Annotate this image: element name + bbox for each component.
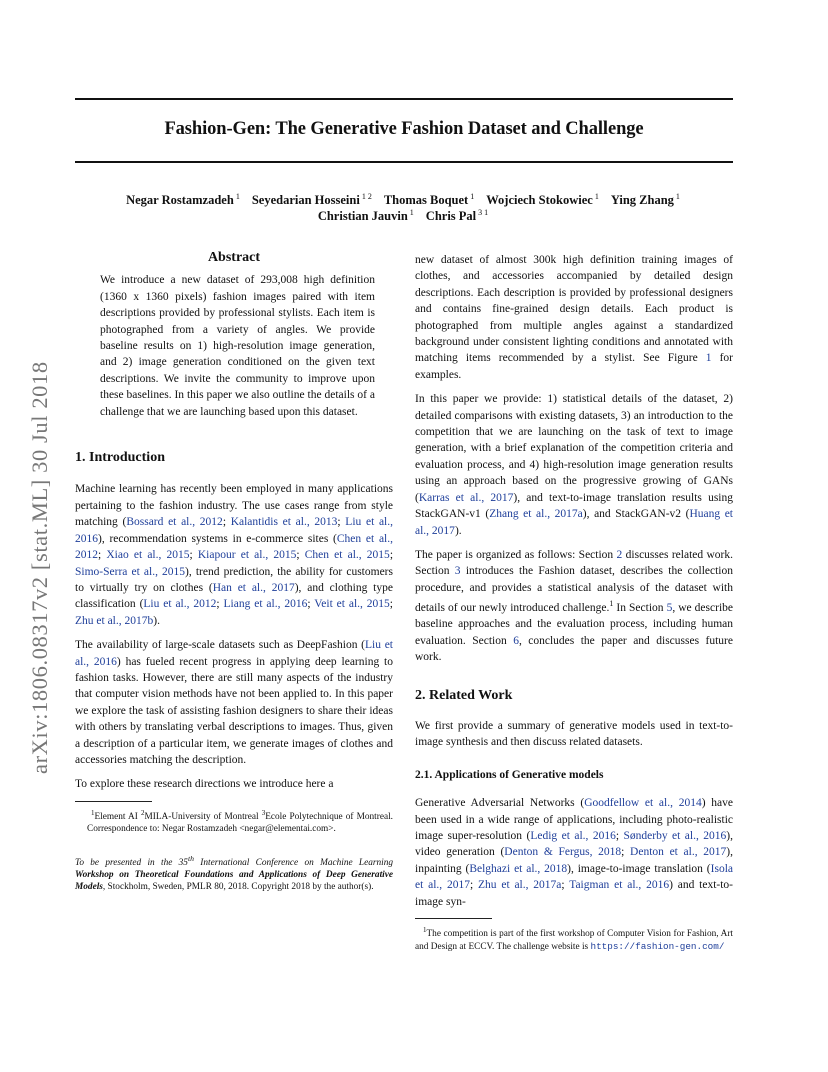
citation-link[interactable]: Denton et al., 2017 xyxy=(630,846,727,859)
section-heading-introduction: 1. Introduction xyxy=(75,450,165,466)
text-run: ; xyxy=(615,830,624,843)
arxiv-stamp: arXiv:1806.08317v2 [stat.ML] 30 Jul 2018 xyxy=(27,361,52,774)
author-name: Chris Pal xyxy=(425,209,477,224)
author-list-line-1 xyxy=(60,192,748,208)
text-run: ; xyxy=(216,598,224,611)
text-run: ), image-to-image translation ( xyxy=(567,862,711,875)
text-run: In Section xyxy=(613,601,667,614)
author-affiliation-mark: 3 1 xyxy=(478,208,489,217)
competition-footnote xyxy=(415,925,733,954)
related-paragraph-1: We first provide a summary of generative models used in text-to-image synthesis and then discuss related datasets. xyxy=(415,719,733,749)
text-run: ) has fueled recent progress in applying deep learning to fashion tasks. However, there are still many aspects of the industry that computer vision methods have not been applied to. In this paper we explore the task of assisting fashion designers to share their ideas with others by translating verbal descriptions to images. Thus, given a description of a particular item, we generate images of clothes and accessories matching the description. xyxy=(75,655,393,766)
affiliation-footnote xyxy=(75,808,393,836)
citation-link[interactable]: Liang et al., 2016 xyxy=(223,598,308,611)
right-paragraph-1 xyxy=(415,252,733,383)
text-run: Generative Adversarial Networks ( xyxy=(415,797,585,810)
author-list-line-2 xyxy=(60,208,748,224)
affiliation-text: Ecole Polytechnique of Montreal. Correspondence to: Negar Rostamzadeh <negar@elementai.com>. xyxy=(87,811,393,834)
citation-link[interactable]: Chen et al., 2015 xyxy=(304,549,390,562)
author-name: Thomas Boquet xyxy=(383,193,469,208)
affiliation-mark: 1 xyxy=(91,808,95,817)
footnote-rule xyxy=(75,801,152,802)
text-run: ), and clothing type classification ( xyxy=(75,581,393,611)
footnote-rule-right xyxy=(415,918,492,919)
text-run: introduces the Fashion dataset, describes the collection procedure, and provides a statistical analysis of the dataset with details of our newly introduced challenge. xyxy=(415,565,733,614)
citation-link[interactable]: Denton & Fergus, 2018 xyxy=(504,846,622,859)
intro-paragraph-2 xyxy=(75,637,393,768)
text-run: , concludes the paper and discusses future work. xyxy=(415,634,733,664)
competition-footnote-text: The competition is part of the first workshop of Computer Vision for Fashion, Art and Design at ECCV. The challenge website is xyxy=(415,929,733,952)
related-paragraph-2 xyxy=(415,795,733,910)
footnote-mark: 1 xyxy=(423,926,427,935)
citation-link[interactable]: Belghazi et al., 2018 xyxy=(469,862,568,875)
text-run: discusses related work. Section xyxy=(415,548,733,578)
left-column xyxy=(75,250,393,894)
citation-link[interactable]: 2 xyxy=(616,548,623,561)
text-run: ) and text-to-image syn- xyxy=(415,879,733,908)
citation-link[interactable]: Kalantidis et al., 2013 xyxy=(230,516,338,529)
citation-link[interactable]: Isola et al., 2017 xyxy=(415,862,733,892)
citation-link[interactable]: Sønderby et al., 2016 xyxy=(623,830,727,843)
citation-link[interactable]: Simo-Serra et al., 2015 xyxy=(75,565,186,578)
text-run: The availability of large-scale datasets such as DeepFashion ( xyxy=(75,639,366,652)
abstract-heading: Abstract xyxy=(207,250,261,265)
challenge-website-link[interactable]: https://fashion-gen.com/ xyxy=(590,940,725,952)
author-affiliation-mark: 1 xyxy=(409,208,414,217)
citation-link[interactable]: 5 xyxy=(666,601,673,614)
text-run: ). xyxy=(153,614,160,627)
affiliation-mark: 2 xyxy=(140,808,145,817)
right-paragraph-3 xyxy=(415,547,733,666)
right-column xyxy=(415,252,733,954)
intro-paragraph-3: To explore these research directions we introduce here a xyxy=(75,778,334,791)
citation-link[interactable]: 6 xyxy=(513,634,519,647)
conference-note-mid: International Conference on Machine Learning xyxy=(193,858,393,869)
citation-link[interactable]: Han et al., 2017 xyxy=(212,581,295,594)
footnote-ref[interactable]: 1 xyxy=(609,599,614,609)
text-run: ; xyxy=(296,549,305,562)
conference-note-workshop: Workshop on Theoretical Foundations and Applications of Deep Generative Models xyxy=(75,870,393,893)
citation-link[interactable]: Xiao et al., 2015 xyxy=(106,549,190,562)
author-name: Seyedarian Hosseini xyxy=(251,193,360,208)
conference-note xyxy=(75,853,393,893)
text-run: Machine learning has recently been employed in many applications pertaining to the fashion industry. The use cases range from style matching ( xyxy=(75,483,393,529)
affiliation-text: Element AI xyxy=(94,811,141,822)
conference-note-post: , Stockholm, Sweden, PMLR 80, 2018. Copyright 2018 by the author(s). xyxy=(102,882,374,893)
text-run: ) have been used in a wide range of applications, including photo-realistic image super-resolution ( xyxy=(415,797,733,843)
citation-link[interactable]: Bossard et al., 2012 xyxy=(126,516,223,529)
text-run: ; xyxy=(469,879,478,892)
subsection-heading-applications: 2.1. Applications of Generative models xyxy=(415,768,604,781)
text-run: , we describe baseline approaches and the evaluation process, including human evaluation. Section xyxy=(415,601,733,647)
citation-link[interactable]: Liu et al., 2016 xyxy=(75,516,393,545)
text-run: ; xyxy=(337,516,346,529)
citation-link[interactable]: Kiapour et al., 2015 xyxy=(197,549,297,562)
section-heading-related-work: 2. Related Work xyxy=(415,687,513,703)
citation-link[interactable]: Liu et al., 2012 xyxy=(143,598,217,611)
intro-paragraph-1 xyxy=(75,481,393,629)
affiliation-text: MILA-University of Montreal xyxy=(144,811,262,822)
citation-link[interactable]: Zhu et al., 2017b xyxy=(75,614,154,627)
text-run: new dataset of almost 300k high definition training images of clothes, and accessories accompanied by detailed design descriptions. Each description is provided by professional designers and contains fine-grained design details. Each product is photographed from multiple angles against a standardized background under consistent lighting conditions and annotated with matching items recommended by a stylist. See Figure xyxy=(415,254,733,365)
text-run: ; xyxy=(621,846,631,859)
abstract-text: We introduce a new dataset of 293,008 high definition (1360 x 1360 pixels) fashion images paired with item descriptions provided by professional stylists. Each item is photographed from a variety of angles. We provide baseline results on 1) high-resolution image generation, and 2) image generation conditioned on the given text descriptions. We invite the community to improve upon these baselines. In this paper we also outline the details of a challenge that we are launching based upon this dataset. xyxy=(100,274,375,418)
title-bottom-rule xyxy=(75,161,733,163)
author-affiliation-mark: 1 2 xyxy=(361,192,372,201)
text-run: ), recommendation systems in e-commerce sites ( xyxy=(98,532,337,545)
citation-link[interactable]: Zhang et al., 2017a xyxy=(489,508,583,521)
citation-link[interactable]: Liu et al., 2016 xyxy=(75,639,393,668)
text-run: ; xyxy=(389,598,393,611)
citation-link[interactable]: Karras et al., 2017 xyxy=(418,491,514,504)
conference-note-sup: th xyxy=(187,854,194,864)
author-name: Negar Rostamzadeh xyxy=(126,193,234,208)
text-run: The paper is organized as follows: Section xyxy=(415,548,617,561)
author-affiliation-mark: 1 xyxy=(470,192,475,201)
text-run: ; xyxy=(561,879,570,892)
citation-link[interactable]: Huang et al., 2017 xyxy=(415,508,733,537)
text-run: ; xyxy=(389,549,394,562)
author-affiliation-mark: 1 xyxy=(235,192,240,201)
affiliation-mark: 3 xyxy=(261,808,266,817)
text-run: ). xyxy=(454,524,462,537)
text-run: ), trend prediction, the ability for customers to virtually try on clothes ( xyxy=(75,565,393,594)
author-affiliation-mark: 1 xyxy=(594,192,599,201)
text-run: ), video generation ( xyxy=(415,830,733,859)
text-run: ; xyxy=(307,598,315,611)
text-run: In this paper we provide: 1) statistical details of the dataset, 2) detailed comparisons with existing datasets, 3) an introduction to the competition that we are launching on the task of text to image generation, with a brief explanation of the competition criteria and evaluation process, and 4) high-resolution image generation results using an approach based on the progressive growing of GANs ( xyxy=(415,393,733,504)
citation-link[interactable]: 1 xyxy=(705,352,712,365)
text-run: ; xyxy=(98,549,107,562)
citation-link[interactable]: Ledig et al., 2016 xyxy=(530,830,616,843)
citation-link[interactable]: 3 xyxy=(454,565,461,578)
citation-link[interactable]: Veit et al., 2015 xyxy=(314,598,390,611)
conference-note-pre: To be presented in the 35 xyxy=(75,858,188,869)
citation-link[interactable]: Zhu et al., 2017a xyxy=(478,879,562,892)
text-run: ), and text-to-image translation results using StackGAN-v1 ( xyxy=(415,491,733,521)
paper-title: Fashion-Gen: The Generative Fashion Dataset and Challenge xyxy=(164,119,644,139)
author-name: Christian Jauvin xyxy=(317,209,408,224)
text-run: ), inpainting ( xyxy=(415,846,734,875)
text-run: for examples. xyxy=(415,352,733,381)
text-run: ; xyxy=(189,549,198,562)
right-paragraph-2 xyxy=(415,391,733,539)
author-name: Ying Zhang xyxy=(610,193,674,208)
text-run: ), and StackGAN-v2 ( xyxy=(582,508,690,521)
citation-link[interactable]: Goodfellow et al., 2014 xyxy=(584,797,702,810)
citation-link[interactable]: Taigman et al., 2016 xyxy=(569,879,670,892)
citation-link[interactable]: Chen et al., 2012 xyxy=(75,532,393,562)
author-name: Wojciech Stokowiec xyxy=(486,193,593,208)
top-rule xyxy=(75,98,733,100)
text-run: ; xyxy=(222,516,231,529)
author-affiliation-mark: 1 xyxy=(675,192,680,201)
